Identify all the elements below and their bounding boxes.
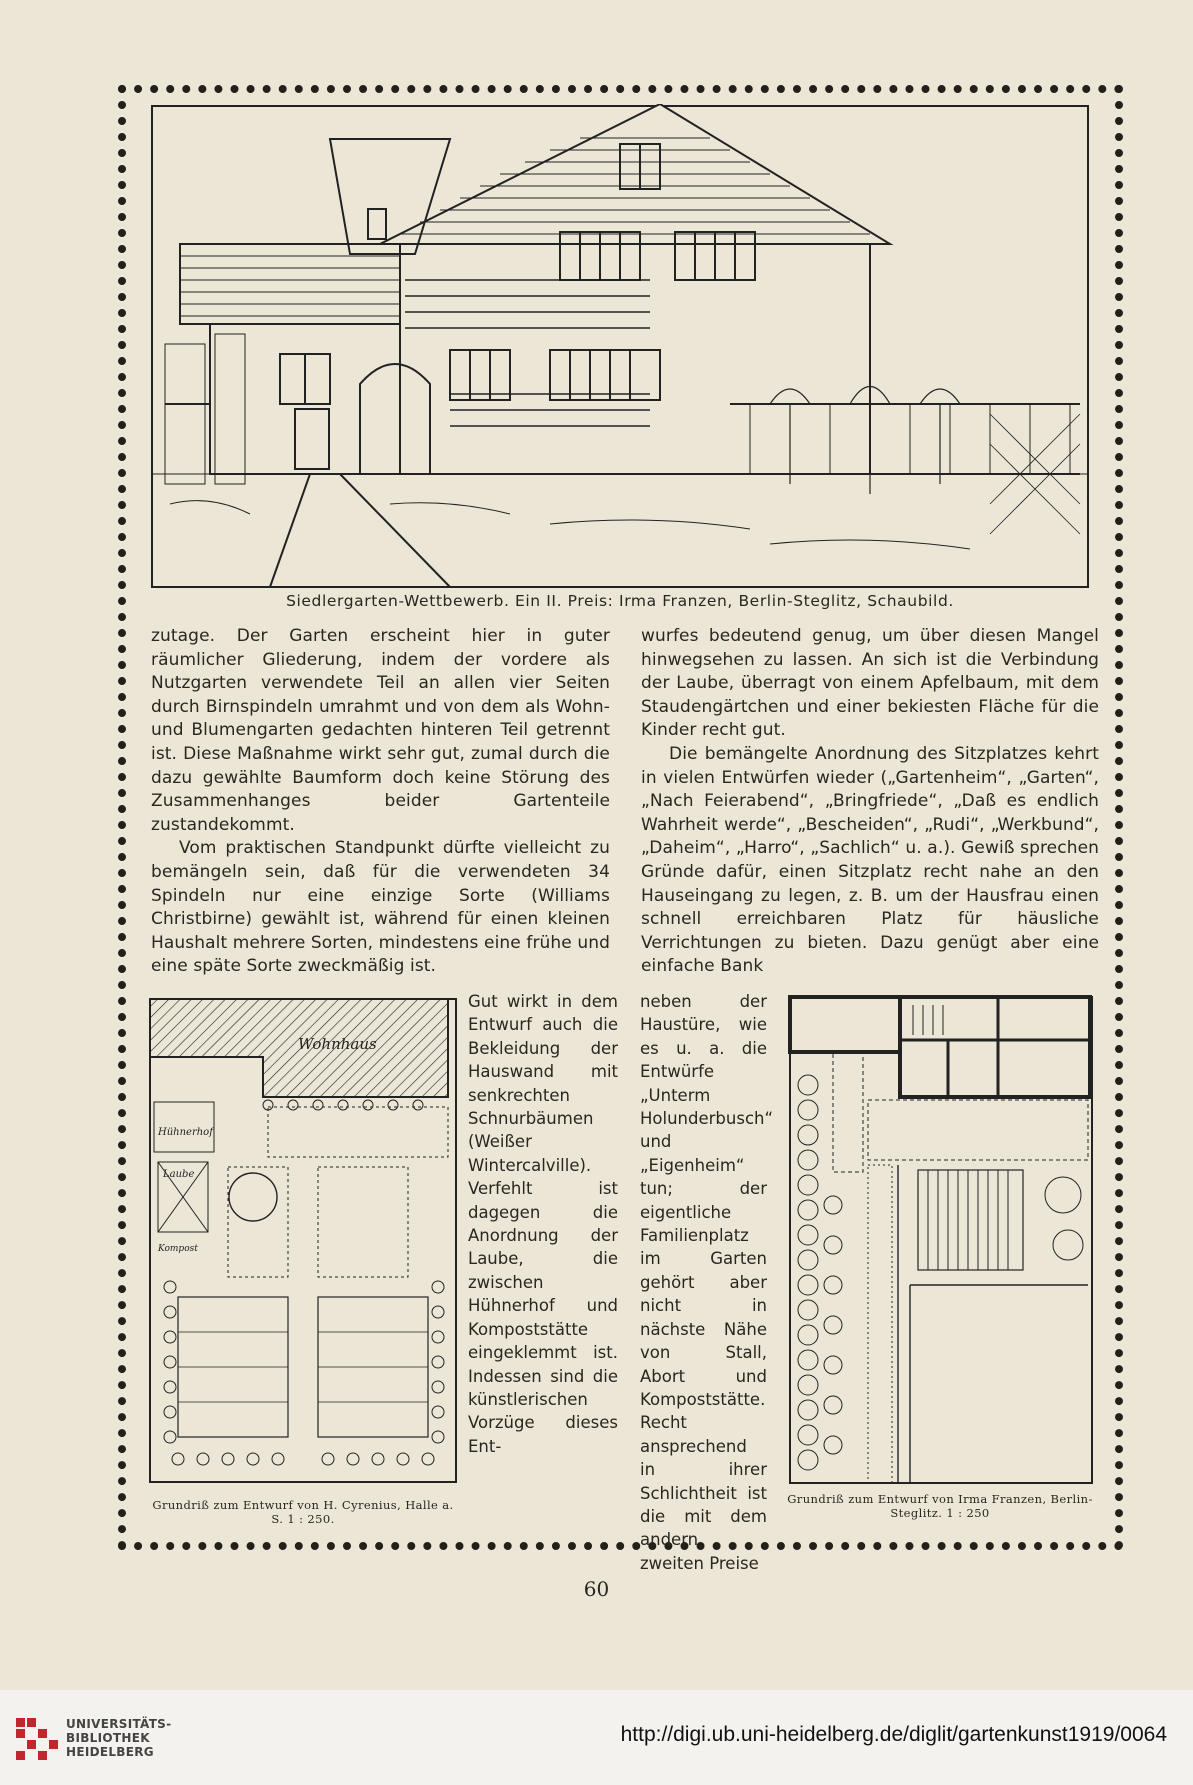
plan-caption-left: Grundriß zum Entwurf von H. Cyrenius, Halle a. S. 1 : 250. — [152, 1498, 454, 1526]
paragraph: Recht ansprechend in ihrer Schlichtheit ist die mit dem andern zweiten Preise — [640, 1413, 767, 1573]
library-name-line: BIBLIOTHEK — [66, 1731, 150, 1745]
text-column-narrow-left — [468, 990, 618, 1458]
garden-plan-cyrenius — [148, 997, 458, 1484]
garden-plan-franzen — [788, 995, 1094, 1485]
source-url-link[interactable]: http://digi.ub.uni-heidelberg.de/diglit/gartenkunst1919/0064 — [620, 1723, 1167, 1746]
illustration-caption: Siedlergarten-Wettbewerb. Ein II. Preis: Irma Franzen, Berlin-Steglitz, Schaubild. — [286, 592, 954, 610]
paragraph: Gut wirkt in dem Entwurf auch die Bekleidung der Hauswand mit senkrechten Schnurbäumen (Weißer Wintercalville). — [468, 992, 618, 1175]
text-column-narrow-right — [640, 990, 774, 1575]
plan-label-house: Wohnhaus — [298, 1035, 377, 1053]
library-name-line: UNIVERSITÄTS- — [66, 1717, 172, 1731]
library-footer — [0, 1690, 1193, 1785]
library-logo-icon — [16, 1718, 60, 1762]
paragraph: Vom praktischen Standpunkt dürfte vielleicht zu bemängeln sein, daß für die verwendeten 34 Spindeln nur eine einzige Sorte (Williams Christbirne) gewählt ist, während für einen kleinen Haushalt mehrere Sorten, mindestens eine frühe und eine späte Sorte zweckmäßig ist. — [151, 838, 610, 977]
paragraph: Verfehlt ist dagegen die Anordnung der Laube, die zwischen Hühnerhof und Kompoststätte eingeklemmt ist. Indessen sind die künstlerischen Vorzüge dieses Ent- — [468, 1179, 618, 1456]
plan-caption-right: Grundriß zum Entwurf von Irma Franzen, Berlin-Steglitz. 1 : 250 — [787, 1492, 1093, 1520]
house-garden-illustration — [150, 104, 1090, 589]
plan-label-compost: Kompost — [158, 1244, 198, 1254]
text-column-right — [641, 625, 1099, 979]
library-name — [66, 1717, 171, 1759]
library-name-line: HEIDELBERG — [66, 1745, 154, 1759]
paragraph: zutage. Der Garten erscheint hier in guter räumlicher Gliederung, indem der vordere als Nutzgarten verwendete Teil an allen vier Seiten durch Birnspindeln umrahmt und von dem als Wohn- und Blumengarten gedachten hinteren Teil getrennt ist. Diese Maßnahme wirkt sehr gut, zumal durch die dazu gewählte Baumform doch keine Störung des Zusammenhanges beider Gartenteile zustandekommt. — [151, 626, 610, 835]
paragraph: Die bemängelte Anordnung des Sitzplatzes kehrt in vielen Entwürfen wieder („Gartenheim“, „Garten“, „Nach Feierabend“, „Bringfriede“, „Daß es endlich Wahrheit werde“, „Bescheiden“, „Rudi“, „Werkbund“, „Daheim“, „Harro“, „Sachlich“ u. a.). Gewiß sprechen Gründe dafür, einen Sitzplatz recht nahe an den Hauseingang zu legen, z. B. um der Hausfrau einen schnell erreichbaren Platz für häusliche Verrichtungen zu bieten. Dazu genügt aber eine einfache Bank — [641, 743, 1099, 977]
paragraph: wurfes bedeutend genug, um über diesen Mangel hinwegsehen zu lassen. An sich ist die Verbindung der Laube, überragt von einem Apfelbaum, mit dem Staudengärtchen und einer bekiesten Fläche für die Kinder recht gut. — [641, 626, 1099, 741]
paragraph: neben der Haustüre, wie es u. a. die Entwürfe „Unterm Holunderbusch“ und „Eigenheim“ tun; der eigentliche Familienplatz im Garten gehört aber nicht in nächste Nähe von Stall, Abort und Kompoststätte. — [640, 992, 774, 1409]
plan-label-arbor: Laube — [163, 1169, 195, 1180]
plan-label-hens: Hühnerhof — [158, 1127, 213, 1138]
page-number: 60 — [583, 1577, 610, 1601]
text-column-left — [151, 625, 610, 979]
